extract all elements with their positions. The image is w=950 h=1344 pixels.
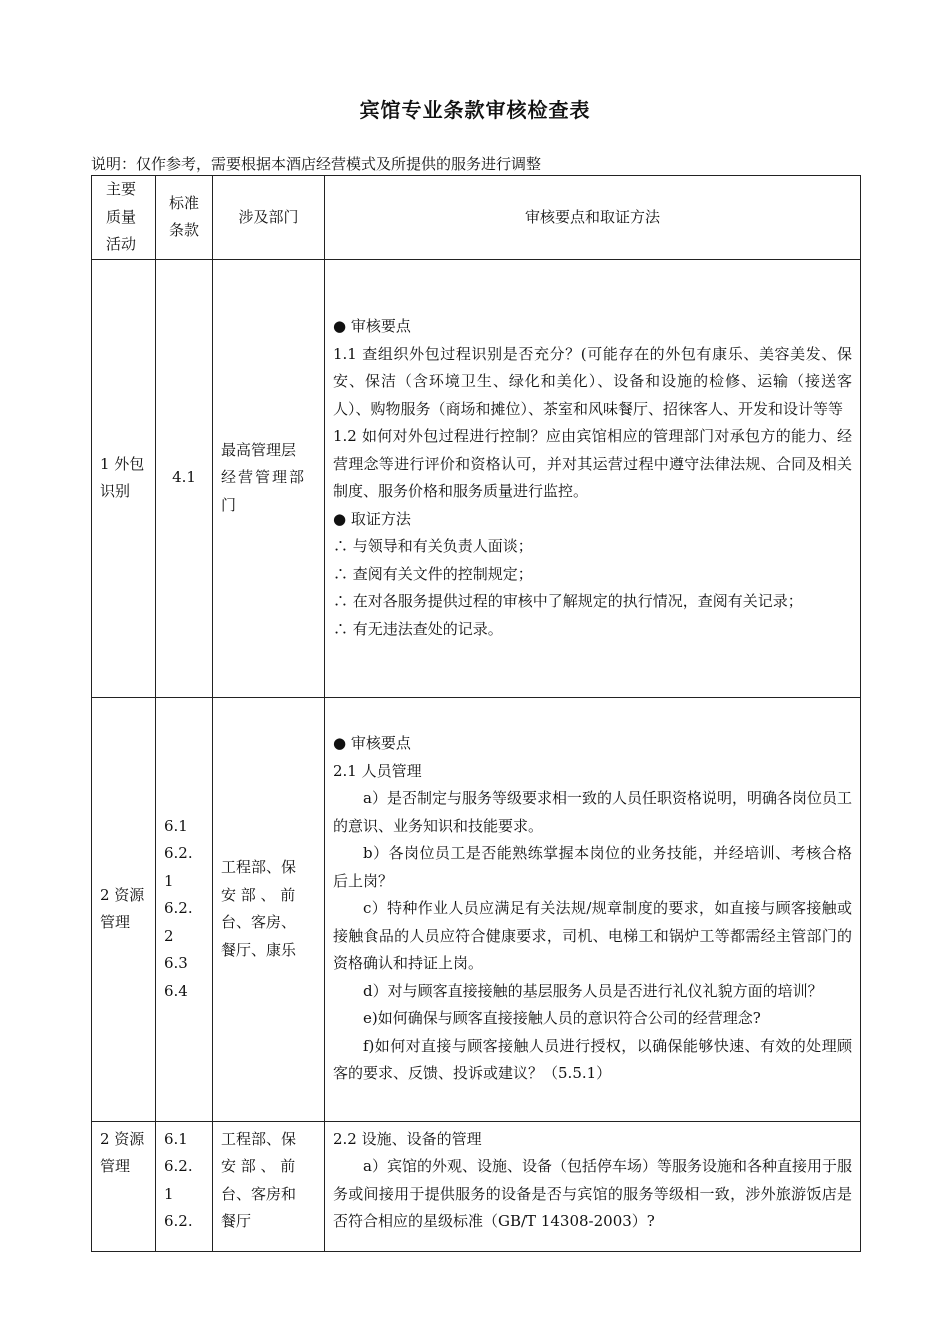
header-clause: [156, 176, 213, 260]
header-activity-line: 活动: [106, 235, 137, 253]
table-row: [92, 259, 861, 697]
row2-dept: [213, 697, 325, 1121]
dept-line: 安 部 、 前: [221, 885, 296, 904]
header-activity-line: 主要: [106, 180, 137, 198]
method-line: f)如何对直接与顾客接触人员进行授权，以确保能够快速、有效的处理顾客的要求、反馈、投诉或建议？（5.5.1）: [333, 1036, 852, 1083]
row1-activity: [92, 259, 156, 697]
clause-line: 6.4: [164, 981, 188, 1000]
row1-clause: [156, 259, 213, 697]
row3-method: [325, 1121, 861, 1251]
table-row: [92, 1121, 861, 1251]
dept-line: 经营管理部: [221, 468, 307, 487]
clause-line: 6.1: [164, 816, 188, 835]
dept-line: 餐厅: [221, 1212, 252, 1230]
method-line: d）对与顾客直接接触的基层服务人员是否进行礼仪礼貌方面的培训？: [363, 981, 823, 1000]
row3-clause: [156, 1121, 213, 1251]
clause-line: 4.1: [172, 468, 196, 487]
dept-line: 工程部、保: [221, 858, 297, 876]
row3-dept: [213, 1121, 325, 1251]
method-line: ● 取证方法: [333, 509, 411, 528]
table-header-row: [92, 176, 861, 260]
row1-method: [325, 259, 861, 697]
dept-line: 餐厅、康乐: [221, 940, 297, 959]
method-line: ∴ 有无违法查处的记录。: [333, 619, 503, 638]
row2-method: [325, 697, 861, 1121]
clause-line: 6.2.: [164, 899, 193, 918]
method-line: ∴ 与领导和有关负责人面谈；: [333, 537, 533, 555]
activity-line: 管理: [100, 1157, 131, 1175]
dept-line: 门: [221, 495, 237, 514]
activity-line: 2 资源: [100, 885, 145, 904]
dept-line: 安 部 、 前: [221, 1157, 296, 1175]
clause-line: 1: [164, 871, 174, 890]
header-activity-line: 质量: [106, 207, 137, 226]
method-line: 1.2 如何对外包过程进行控制？应由宾馆相应的管理部门对承包方的能力、经营理念等进行评价和资格认可，并对其运营过程中遵守法律法规、合同及相关制度、服务价格和服务质量进行监控。: [333, 427, 852, 500]
method-line: ∴ 查阅有关文件的控制规定；: [333, 564, 533, 583]
clause-line: 1: [164, 1184, 174, 1203]
method-line: b）各岗位员工是否能熟练掌握本岗位的业务技能，并经培训、考核合格后上岗？: [333, 844, 852, 890]
row3-activity: [92, 1121, 156, 1251]
activity-line: 1 外包: [100, 454, 145, 473]
method-line: ∴ 在对各服务提供过程的审核中了解规定的执行情况，查阅有关记录；: [333, 592, 803, 610]
document-note: 说明：仅作参考，需要根据本酒店经营模式及所提供的服务进行调整: [91, 155, 542, 173]
dept-line: 台、客房和: [221, 1184, 297, 1203]
method-line: 2.1 人员管理: [333, 761, 422, 780]
header-activity: [92, 176, 156, 260]
activity-line: 2 资源: [100, 1129, 145, 1148]
clause-line: 6.2.: [164, 1157, 193, 1175]
row2-clause: [156, 697, 213, 1121]
header-method: 审核要点和取证方法: [325, 176, 861, 260]
method-line: a）是否制定与服务等级要求相一致的人员任职资格说明，明确各岗位员工的意识、业务知识和技能要求。: [333, 789, 852, 835]
method-line: c）特种作业人员应满足有关法规/规章制度的要求，如直接与顾客接触或接触食品的人员应符合健康要求，司机、电梯工和锅炉工等都需经主管部门的资格确认和持证上岗。: [333, 899, 852, 973]
clause-line: 2: [164, 926, 174, 945]
clause-line: 6.3: [164, 954, 188, 973]
row2-activity: [92, 697, 156, 1121]
row1-dept: [213, 259, 325, 697]
dept-line: 最高管理层: [221, 440, 297, 459]
method-line: ● 审核要点: [333, 734, 411, 753]
dept-line: 工程部、保: [221, 1129, 297, 1148]
audit-checklist-table: [91, 175, 861, 1252]
method-line: 2.2 设施、设备的管理: [333, 1129, 482, 1148]
header-clause-line: 条款: [168, 221, 199, 240]
clause-line: 6.1: [164, 1129, 188, 1148]
table-row: [92, 697, 861, 1121]
dept-line: 台、客房、: [221, 913, 297, 931]
method-line: e)如何确保与顾客直接接触人员的意识符合公司的经营理念?: [363, 1009, 761, 1028]
activity-line: 识别: [100, 482, 131, 500]
header-clause-line: 标准: [168, 193, 199, 212]
header-dept: 涉及部门: [213, 176, 325, 260]
activity-line: 管理: [100, 913, 131, 931]
method-line: ● 审核要点: [333, 317, 411, 335]
document-title: 宾馆专业条款审核检查表: [359, 98, 591, 122]
method-line: 1.1 查组织外包过程识别是否充分？(可能存在的外包有康乐、美容美发、保安、保洁（含环境卫生、绿化和美化）、设备和设施的检修、运输（接送客人）、购物服务（商场和摊位）、茶室和风味餐厅、招徕客人、开发和设计等等: [333, 344, 852, 418]
clause-line: 6.2.: [164, 844, 193, 863]
clause-line: 6.2.: [164, 1212, 193, 1230]
method-line: a）宾馆的外观、设施、设备（包括停车场）等服务设施和各种直接用于服务或间接用于提供服务的设备是否与宾馆的服务等级相一致，涉外旅游饭店是否符合相应的星级标准（GB/T 14308-2003）?: [333, 1157, 852, 1230]
